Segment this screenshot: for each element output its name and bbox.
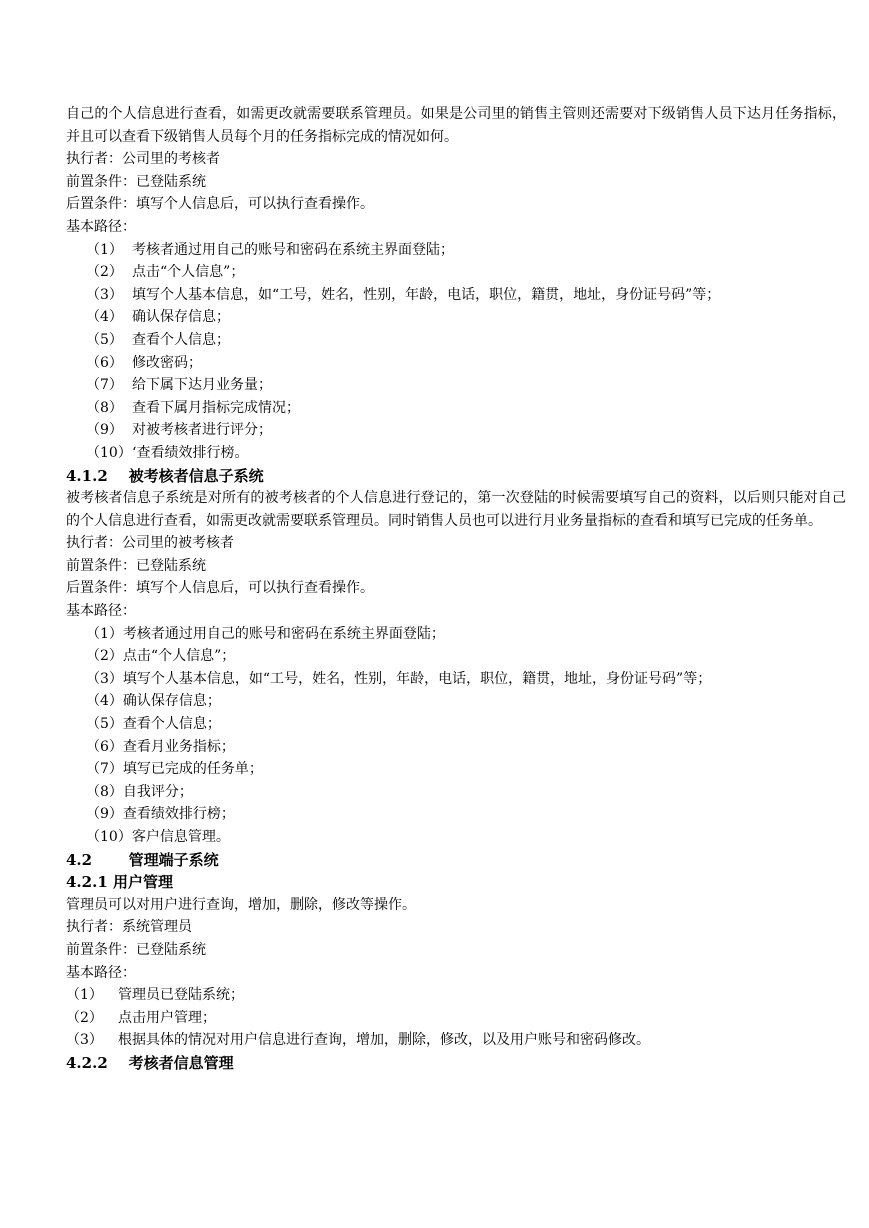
step-number: （2） [66, 1009, 103, 1026]
list-item: （8）自我评分； [86, 783, 193, 800]
step-text: 修改密码； [132, 354, 202, 371]
step-number: （3） [86, 286, 123, 303]
heading-text: 考核者信息管理 [128, 1053, 234, 1072]
section-heading [66, 871, 846, 894]
heading-text: 用户管理 [113, 873, 174, 892]
section-heading [66, 849, 846, 872]
heading-number: 4.2.1 [66, 873, 108, 892]
section-paragraph: 被考核者信息子系统是对所有的被考核者的个人信息进行登记的，第一次登陆的时候需要填写自己的资料，以后则只能对自己的个人信息进行查看，如需更改就需要联系管理员。同时销售人员也可以进行月业务量指标的查看和填写已完成的任务单。 [66, 490, 846, 529]
step-text: 点击用户管理； [118, 1009, 216, 1026]
step-number: （5） [86, 331, 123, 348]
step-number: （1） [66, 987, 103, 1004]
step-list [66, 239, 846, 465]
step-text: 确认保存信息； [132, 309, 230, 326]
document-page [66, 103, 846, 1075]
step-text: 对被考核者进行评分； [132, 422, 272, 439]
list-item [66, 1029, 846, 1052]
precondition-line: 前置条件：已登陆系统 [66, 173, 206, 190]
step-number: （1） [86, 241, 123, 258]
heading-number: 4.1.2 [66, 466, 108, 485]
precondition-line: 前置条件：已登陆系统 [66, 941, 206, 958]
step-number: （4） [86, 309, 123, 326]
basic-path-label: 基本路径： [66, 964, 136, 981]
step-text: 填写个人基本信息，如“工号，姓名，性别，年龄，电话，职位，籍贯，地址，身份证号码”等； [132, 286, 721, 303]
list-item: （10）客户信息管理。 [86, 829, 230, 845]
step-list [66, 984, 846, 1052]
step-text: ‘查看绩效排行榜。 [132, 444, 249, 461]
precondition-line: 前置条件：已登陆系统 [66, 557, 206, 574]
list-item [66, 984, 846, 1007]
step-text: 查看个人信息； [132, 331, 230, 348]
section-heading [66, 465, 846, 488]
list-item [66, 284, 846, 307]
list-item: （5）查看个人信息； [86, 716, 221, 733]
list-item [66, 397, 846, 420]
list-item: （6）查看月业务指标； [86, 738, 235, 755]
step-text: 给下属下达月业务量； [132, 377, 272, 394]
step-text: 点击“个人信息”； [132, 264, 245, 281]
list-item: （3）填写个人基本信息，如“工号，姓名，性别，年龄，电话，职位，籍贯，地址，身份证号码”等； [86, 670, 712, 687]
list-item [66, 239, 846, 262]
list-item [66, 352, 846, 375]
list-item [66, 329, 846, 352]
step-number: （2） [86, 264, 123, 281]
executor-line: 执行者：系统管理员 [66, 919, 192, 936]
section-heading [66, 1052, 846, 1075]
list-item: （4）确认保存信息； [86, 693, 221, 710]
step-number: （6） [86, 354, 123, 371]
step-number: （9） [86, 422, 123, 439]
list-item: （1）考核者通过用自己的账号和密码在系统主界面登陆； [86, 625, 445, 642]
step-text: 查看下属月指标完成情况； [132, 399, 300, 416]
section-paragraph: 管理员可以对用户进行查询，增加，删除，修改等操作。 [66, 896, 416, 913]
heading-text: 被考核者信息子系统 [128, 466, 264, 485]
step-text: 考核者通过用自己的账号和密码在系统主界面登陆； [132, 241, 454, 258]
basic-path-label: 基本路径： [66, 218, 136, 235]
list-item: （9）查看绩效排行榜； [86, 806, 235, 823]
list-item [66, 442, 846, 465]
postcondition-line: 后置条件：填写个人信息后，可以执行查看操作。 [66, 196, 374, 213]
list-item: （7）填写已完成的任务单； [86, 761, 263, 778]
postcondition-line: 后置条件：填写个人信息后，可以执行查看操作。 [66, 580, 374, 597]
executor-line: 执行者：公司里的被考核者 [66, 535, 234, 552]
heading-number: 4.2.2 [66, 1053, 108, 1072]
step-number: （7） [86, 377, 123, 394]
intro-paragraph: 自己的个人信息进行查看，如需更改就需要联系管理员。如果是公司里的销售主管则还需要对下级销售人员下达月任务指标，并且可以查看下级销售人员每个月的任务指标完成的情况如何。 [66, 106, 846, 145]
list-item [66, 261, 846, 284]
list-item [66, 306, 846, 329]
step-list [66, 623, 846, 849]
list-item: （2）点击“个人信息”； [86, 648, 236, 665]
executor-line: 执行者：公司里的考核者 [66, 151, 220, 168]
heading-text: 管理端子系统 [128, 850, 219, 869]
step-text: 管理员已登陆系统； [118, 987, 244, 1004]
list-item [66, 419, 846, 442]
heading-number: 4.2 [66, 850, 93, 869]
basic-path-label: 基本路径： [66, 603, 136, 620]
step-number: （8） [86, 399, 123, 416]
step-number: （10） [86, 444, 132, 461]
step-text: 根据具体的情况对用户信息进行查询，增加，删除，修改，以及用户账号和密码修改。 [118, 1032, 650, 1049]
list-item [66, 374, 846, 397]
step-number: （3） [66, 1032, 103, 1049]
list-item [66, 1007, 846, 1030]
